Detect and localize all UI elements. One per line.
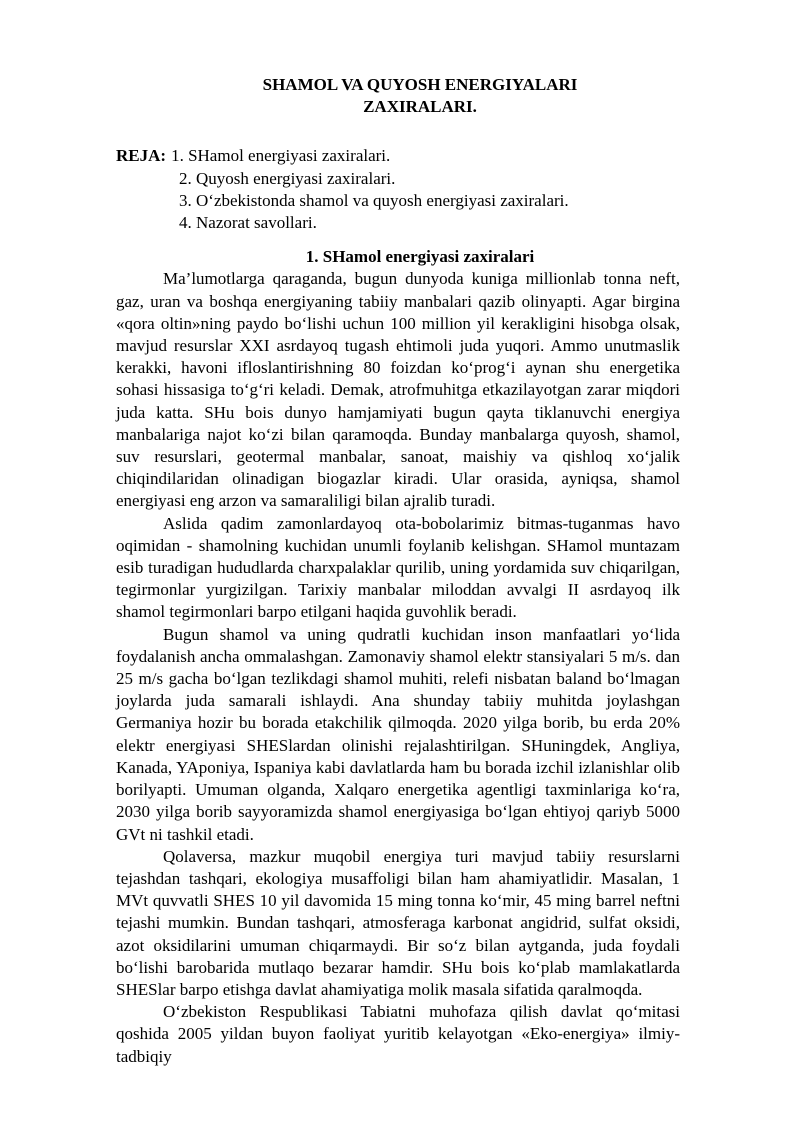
body-paragraph: Ma’lumotlarga qaraganda, bugun dunyoda kuniga millionlab tonna neft, gaz, uran va boshqa energiyaning tabiiy manbalari qazib olinyapti. Agar birgina «qora oltin»ning paydo bo‘lishi uchun 100 million yil kerakligini hisobga olsak, mavjud resurslar XXI asrdayoq tugash ehtimoli juda yuqori. Ammo unutmaslik kerakki, havoni ifloslantirishning 80 foizdan ko‘prog‘i aynan shu energetika sohasi hissasiga to‘g‘ri keladi. Demak, atrofmuhitga etkazilayotgan zarar miqdori juda katta. SHu bois dunyo hamjamiyati bugun qayta tiklanuvchi energiya manbalariga najot ko‘zi bilan qaramoqda. Bunday manbalarga quyosh, shamol, suv resurslari, geotermal manbalar, sanoat, maishiy va qishloq xo‘jalik chiqindilaridan olinadigan biogazlar kiradi. Ular orasida, ayniqsa, shamol energiyasi eng arzon va samaraliligi bilan ajralib turadi. <box>116 269 680 511</box>
plan-item: 3. O‘zbekistonda shamol va quyosh energiyasi zaxiralari. <box>179 190 569 210</box>
section-heading: 1. SHamol energiyasi zaxiralari <box>305 247 535 267</box>
body-paragraph: Qolaversa, mazkur muqobil energiya turi mavjud tabiiy resurslarni tejashdan tashqari, ekologiya musaffoligi bilan ham ahamiyatlidir. Masalan, 1 MVt quvvatli SHES 10 yil davomida 15 ming tonna ko‘mir, 45 ming barrel neftni tejashi mumkin. Bundan tashqari, atmosferaga karbonat angidrid, sulfat oksidi, azot oksidilarini umuman chiqarmaydi. Bir so‘z bilan aytganda, juda foydali bo‘lishi barobarida mutlaqo bezarar hamdir. SHu bois ko‘plab mamlakatlarda SHESlar barpo etishga davlat ahamiyatiga molik masala sifatida qaralmoqda. <box>116 846 680 999</box>
body-paragraph: O‘zbekiston Respublikasi Tabiatni muhofaza qilish davlat qo‘mitasi qoshida 2005 yildan buyon faoliyat yuritib kelayotgan «Eko-energiya» ilmiy-tadbiqiy <box>116 1002 680 1066</box>
plan-first-row <box>116 145 680 167</box>
body-paragraph: Aslida qadim zamonlardayoq ota-bobolarimiz bitmas-tuganmas havo oqimidan - shamolning kuchidan unumli foylanib kelishgan. SHamol muntazam esib turadigan hududlarda charxpalaklar qurilib, uning yordamida suv chiqarilgan, tegirmonlar yurgizilgan. Tarixiy manbalar miloddan avvalgi II asrdayoq ilk shamol tegirmonlari barpo etilgani haqida guvohlik beradi. <box>116 513 680 622</box>
plan-item: 1. SHamol energiyasi zaxiralari. <box>171 146 391 166</box>
body-paragraph: Bugun shamol va uning qudratli kuchidan inson manfaatlari yo‘lida foydalanish ancha ommalashgan. Zamonaviy shamol elektr stansiyalari 5 m/s. dan 25 m/s gacha bo‘lgan tezlikdagi shamol muhiti, relefi nisbatan baland bo‘lmagan joylarda juda samarali ishlaydi. Ana shunday tabiiy muhitda joylashgan Germaniya hozir bu borada etakchilik qilmoqda. 2020 yilga borib, bu erda 20% elektr energiyasi SHESlardan olinishi rejalashtirilgan. SHuningdek, Angliya, Kanada, YAponiya, Ispaniya kabi davlatlarda ham bu borada izchil izlanishlar olib borilyapti. Umuman olganda, Xalqaro energetika agentligi taxminlariga ko‘ra, 2030 yilga borib sayyoramizda shamol energiyasiga bo‘lgan ehtiyoj qariyb 5000 GVt ni tashkil etadi. <box>116 624 680 844</box>
plan-label: REJA: <box>116 146 167 166</box>
plan-item: 4. Nazorat savollari. <box>179 213 317 233</box>
plan-item: 2. Quyosh energiyasi zaxiralari. <box>179 168 396 188</box>
document-title <box>116 74 680 118</box>
title-line-1: SHAMOL VA QUYOSH ENERGIYALARI <box>262 75 578 94</box>
title-line-2: ZAXIRALARI. <box>363 97 477 117</box>
plan-list <box>116 145 680 234</box>
document-page <box>116 74 680 1068</box>
